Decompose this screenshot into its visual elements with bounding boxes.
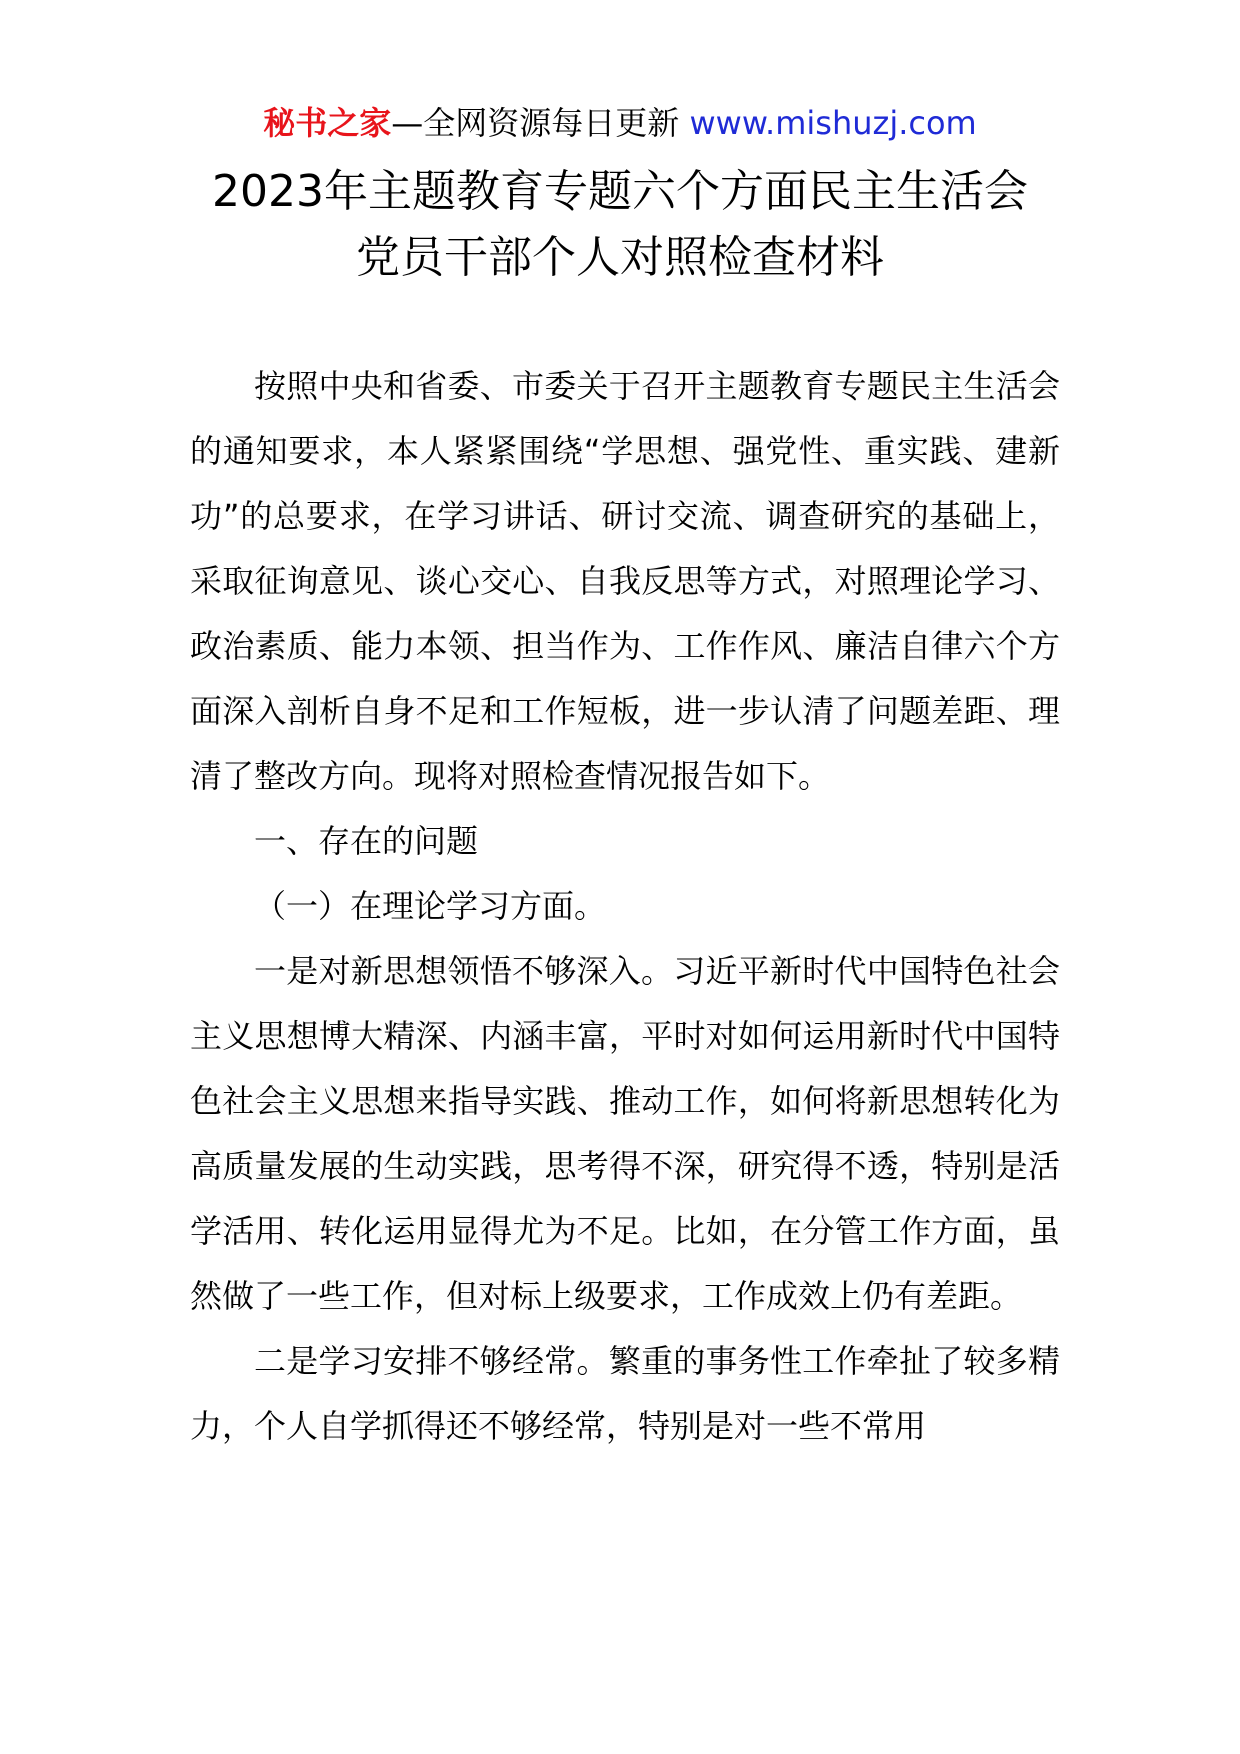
document-body (190, 354, 1060, 1459)
document-title-line-1: 2023年主题教育专题六个方面民主生活会 (212, 166, 1028, 217)
document-title-line-2: 党员干部个人对照检查材料 (356, 232, 884, 283)
paragraph-intro: 按照中央和省委、市委关于召开主题教育专题民主生活会的通知要求，本人紧紧围绕“学思想、强党性、重实践、建新功”的总要求，在学习讲话、研讨交流、调查研究的基础上，采取征询意见、谈心交心、自我反思等方式，对照理论学习、政治素质、能力本领、担当作为、工作作风、廉洁自律六个方面深入剖析自身不足和工作短板，进一步认清了问题差距、理清了整改方向。现将对照检查情况报告如下。 (190, 367, 1060, 795)
paragraph-point-two: 二是学习安排不够经常。繁重的事务性工作牵扯了较多精力，个人自学抓得还不够经常，特别是对一些不常用 (190, 1342, 1060, 1445)
watermark-header (0, 98, 1240, 148)
subsection-heading-theory: （一）在理论学习方面。 (254, 887, 607, 925)
site-slogan: —全网资源每日更新 (391, 104, 690, 142)
site-url[interactable]: www.mishuzj.com (689, 104, 977, 142)
section-heading-problems: 一、存在的问题 (254, 822, 479, 860)
paragraph-point-one: 一是对新思想领悟不够深入。习近平新时代中国特色社会主义思想博大精深、内涵丰富，平时对如何运用新时代中国特色社会主义思想来指导实践、推动工作，如何将新思想转化为高质量发展的生动实践，思考得不深，研究得不透，特别是活学活用、转化运用显得尤为不足。比如，在分管工作方面，虽然做了一些工作，但对标上级要求，工作成效上仍有差距。 (190, 952, 1060, 1315)
site-name: 秘书之家 (263, 104, 392, 142)
